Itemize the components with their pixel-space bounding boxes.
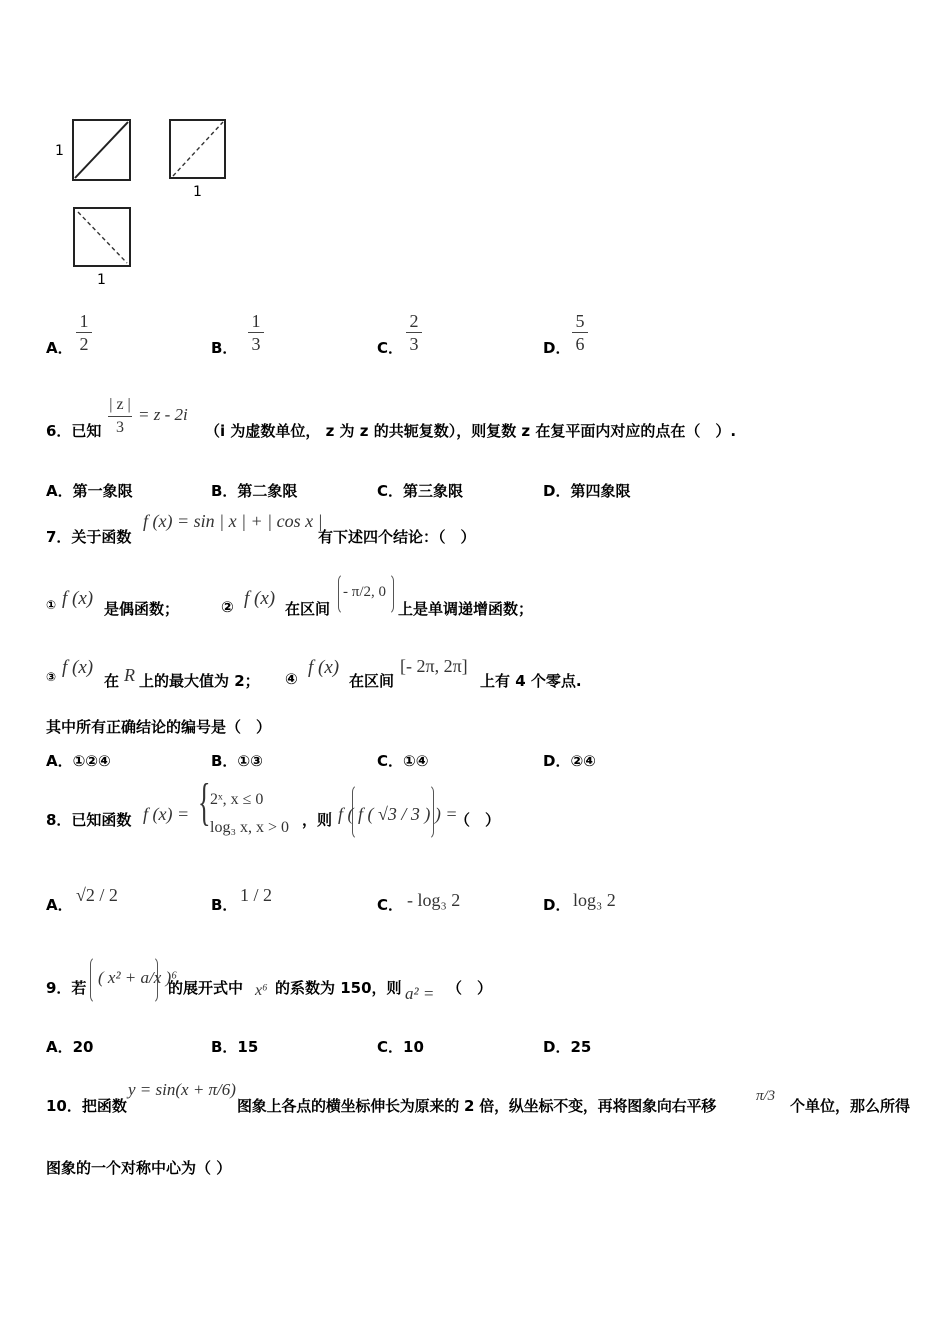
figure-svg [50, 110, 250, 300]
q7-s3-text1: 在 [104, 672, 120, 690]
q7-s4-f: f (x) [308, 657, 340, 678]
q6-option-d: D．第四象限 [543, 482, 631, 500]
q6-option-b: B．第二象限 [211, 482, 298, 500]
q6-rhs: = z - 2i [138, 405, 188, 424]
q9-term: x⁶ [255, 982, 268, 999]
q8-case-2: log₃ x, x > 0 [210, 819, 290, 836]
q7-s1-mark: ① [46, 598, 57, 612]
q9-ask: a² = [405, 984, 435, 1003]
q7-s4-text1: 在区间 [349, 672, 395, 690]
figure-label-mid: 1 [193, 184, 202, 200]
q8-brace: { [198, 773, 211, 831]
q7-function: f (x) = sin | x | + | cos x | [143, 511, 323, 531]
figure-label-bottom: 1 [97, 272, 106, 288]
q7-s3-mark: ③ [46, 670, 57, 684]
q7-option-d: D．②④ [543, 752, 596, 770]
front-view-diagonal [75, 122, 128, 178]
q7-s3-text2: 上的最大值为 2； [139, 672, 260, 690]
q8-option-c-value: - log₃ 2 [407, 890, 461, 910]
q9-number: 9．若 [46, 979, 87, 997]
q7-s2-text2: 上是单调递增函数； [398, 600, 534, 618]
q7-s2-f: f (x) [244, 588, 276, 609]
q5-option-d-fraction: 5 6 [570, 310, 590, 355]
q7-s2-interval: - π/2, 0 [343, 584, 386, 600]
q7-s2-text1: 在区间 [285, 600, 331, 618]
q7-s3-f: f (x) [62, 657, 94, 678]
q8-option-b-value: 1 / 2 [240, 885, 273, 905]
q6-option-c: C．第三象限 [377, 482, 464, 500]
q7-s1-f: f (x) [62, 588, 94, 609]
q6-option-a: A．第一象限 [46, 482, 133, 500]
q10-function: y = sin(x + π/6) [128, 1080, 236, 1099]
q6-text: （i 为虚数单位， z 为 z 的共轭复数），则复数 z 在复平面内对应的点在（ ）. [205, 422, 737, 440]
q8-option-a-letter: A． [46, 896, 73, 914]
top-view-dashed-diagonal [78, 212, 127, 263]
q5-option-b-letter: B． [211, 339, 238, 357]
q9-tail: （ ） [447, 979, 493, 997]
q9-option-b: B．15 [211, 1038, 259, 1056]
q7-s1-text: 是偶函数； [104, 600, 180, 618]
top-view-square [74, 208, 130, 266]
q10-line2: 图象的一个对称中心为（ ） [46, 1159, 232, 1177]
q10-text1: 图象上各点的横坐标伸长为原来的 2 倍，纵坐标不变，再将图象向右平移 [237, 1097, 717, 1115]
q10-text2: 个单位，那么所得 [790, 1097, 911, 1115]
q7-prompt: 其中所有正确结论的编号是（ ） [46, 718, 272, 736]
q8-f: f (x) = [143, 804, 190, 824]
q9-text2: 的系数为 150，则 [275, 979, 402, 997]
q9-option-a: A．20 [46, 1038, 94, 1056]
q6-number: 6．已知 [46, 422, 102, 440]
q5-option-b-fraction: 1 3 [246, 310, 266, 355]
q8-tail: （ ） [455, 811, 501, 829]
q7-option-a: A．①②④ [46, 752, 111, 770]
figure-label-left: 1 [55, 143, 64, 159]
q9-expr: ( x² + a/x )⁶ [98, 968, 178, 987]
q7-s2-mark: ② [221, 598, 234, 616]
q8-option-d-value: log₃ 2 [573, 890, 616, 910]
q7-tail: 有下述四个结论：（ ） [318, 528, 476, 546]
q8-case-1: 2ˣ, x ≤ 0 [210, 791, 264, 808]
q8-mid: ，则 [302, 811, 333, 829]
q8-option-b-letter: B． [211, 896, 238, 914]
q8-expr: f ( f ( √3 / 3 ) ) = [338, 804, 458, 824]
q5-option-d-letter: D． [543, 339, 571, 357]
q5-option-a-letter: A． [46, 339, 73, 357]
q5-option-a-fraction: 1 2 [74, 310, 94, 355]
q7-s3-R: R [124, 665, 135, 685]
q6-fraction: | z | 3 [109, 396, 131, 436]
q10-shift: π/3 [756, 1088, 776, 1104]
q10-number: 10．把函数 [46, 1097, 127, 1115]
q7-option-c: C．①④ [377, 752, 429, 770]
q8-option-a-value: √2 / 2 [76, 885, 118, 905]
q7-number: 7．关于函数 [46, 528, 132, 546]
q8-option-c-letter: C． [377, 896, 404, 914]
side-view-dashed-diagonal [173, 122, 223, 176]
q9-option-d: D．25 [543, 1038, 592, 1056]
q7-s4-interval: [- 2π, 2π] [400, 656, 468, 676]
q7-option-b: B．①③ [211, 752, 263, 770]
q7-s4-mark: ④ [285, 670, 298, 688]
q9-text1: 的展开式中 [168, 979, 244, 997]
q5-option-c-fraction: 2 3 [404, 310, 424, 355]
q8-number: 8．已知函数 [46, 811, 132, 829]
q9-option-c: C．10 [377, 1038, 424, 1056]
q5-option-c-letter: C． [377, 339, 404, 357]
q8-option-d-letter: D． [543, 896, 571, 914]
q7-s4-text2: 上有 4 个零点. [480, 672, 582, 690]
